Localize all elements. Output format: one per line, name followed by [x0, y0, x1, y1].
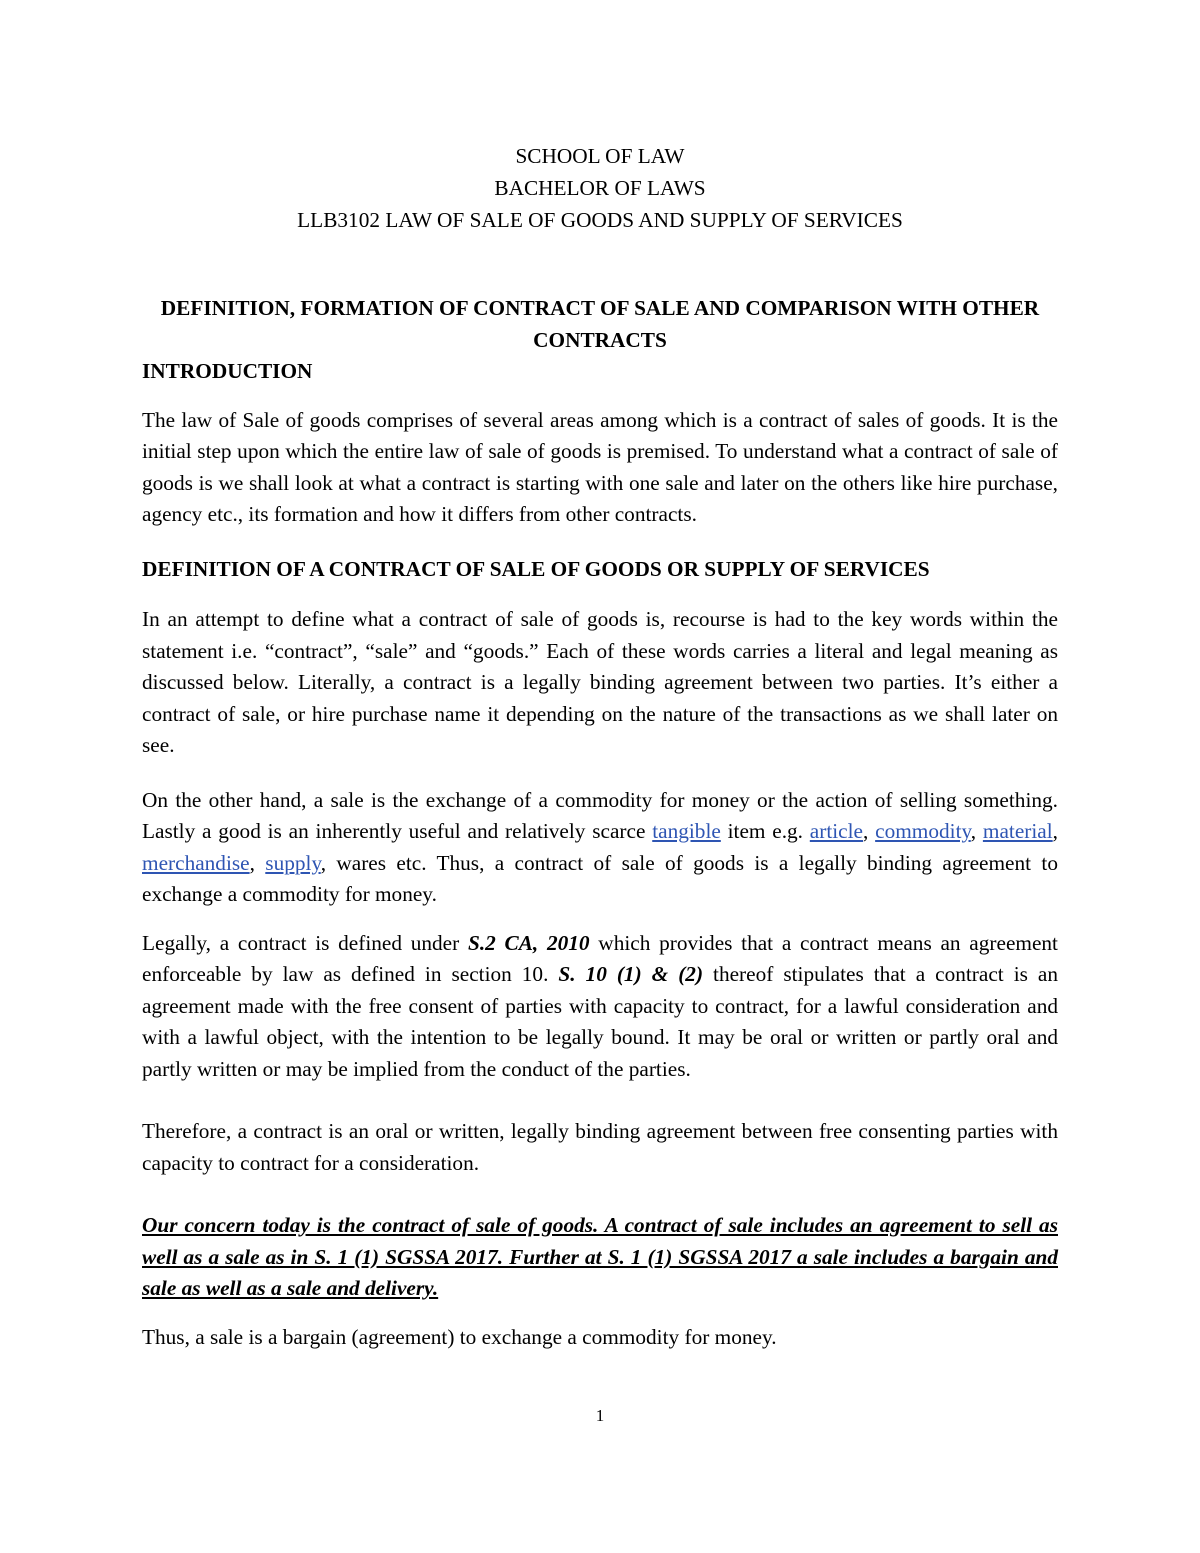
- link-merchandise[interactable]: merchandise: [142, 850, 250, 875]
- main-heading: DEFINITION, FORMATION OF CONTRACT OF SALE AND COMPARISON WITH OTHER CONTRACTS: [160, 296, 1040, 352]
- text-span: ,: [970, 819, 983, 843]
- introduction-paragraph: The law of Sale of goods comprises of several areas among which is a contract of sales of goods. It is the initial step upon which the entire law of sale of goods is premised. To understand what a contract of sale of goods is we shall look at what a contract is starting with one sale and later on the others like hire purchase, agency etc., its formation and how it differs from other contracts.: [142, 407, 1058, 526]
- text-span: thereof stipulates that a contract is an agreement made with the free consent of parties with capacity to contract, for a lawful consideration and with a lawful object, with the intention to be legally bound. It may be oral or written or partly oral and partly written or may be implied from the conduct of the parties.: [142, 962, 1058, 1081]
- text-span: ,: [863, 819, 876, 843]
- link-supply[interactable]: supply: [265, 850, 321, 875]
- link-commodity[interactable]: commodity: [875, 819, 971, 843]
- text-span: which provides that a contract means an agreement enforceable by law as defined in section 10.: [142, 930, 1058, 986]
- text-span: Legally, a contract is defined under: [142, 930, 468, 955]
- statute-reference: S.2 CA, 2010: [467, 930, 590, 955]
- link-material[interactable]: material: [982, 819, 1053, 843]
- text-span: ,: [249, 850, 266, 875]
- text-span: ,: [1052, 819, 1058, 843]
- document-header: [142, 140, 1058, 236]
- school-name: SCHOOL OF LAW: [515, 144, 685, 168]
- definition-paragraph-3: [142, 928, 1058, 1086]
- link-tangible[interactable]: tangible: [652, 819, 721, 843]
- definition-heading: DEFINITION OF A CONTRACT OF SALE OF GOODS OR SUPPLY OF SERVICES: [142, 556, 930, 581]
- text-span: On the other hand, a sale is the exchange of a commodity for money or the action of selling something. Lastly a good is an inherently useful and relatively scarce: [142, 787, 1058, 843]
- degree-name: BACHELOR OF LAWS: [494, 176, 706, 200]
- text-span: , wares etc. Thus, a contract of sale of goods is a legally binding agreement to exchange a commodity for money.: [142, 850, 1058, 906]
- conclusion-paragraph: Thus, a sale is a bargain (agreement) to exchange a commodity for money.: [142, 1324, 777, 1349]
- definition-paragraph-4: Therefore, a contract is an oral or written, legally binding agreement between free consenting parties with capacity to contract for a consideration.: [142, 1119, 1058, 1175]
- introduction-heading: INTRODUCTION: [142, 359, 313, 383]
- link-article[interactable]: article: [809, 819, 863, 843]
- document-body: [142, 140, 1058, 1353]
- course-title: LLB3102 LAW OF SALE OF GOODS AND SUPPLY OF SERVICES: [297, 208, 903, 232]
- definition-paragraph-2: [142, 785, 1058, 911]
- statute-reference: S. 10 (1) & (2): [558, 962, 704, 986]
- definition-paragraph-1: In an attempt to define what a contract of sale of goods is, recourse is had to the key words within the statement i.e. “contract”, “sale” and “goods.” Each of these words carries a literal and legal meaning as discussed below. Literally, a contract is a legally binding agreement between two parties. It’s either a contract of sale, or hire purchase name it depending on the nature of the transactions as we shall later on see.: [142, 607, 1058, 757]
- emphasis-paragraph: Our concern today is the contract of sale of goods. A contract of sale includes an agreement to sell as well as a sale as in S. 1 (1) SGSSA 2017. Further at S. 1 (1) SGSSA 2017 a sale includes a bargain and sale as well as a sale and delivery.: [142, 1213, 1058, 1300]
- text-span: item e.g.: [720, 819, 810, 843]
- page-number: 1: [595, 1406, 605, 1425]
